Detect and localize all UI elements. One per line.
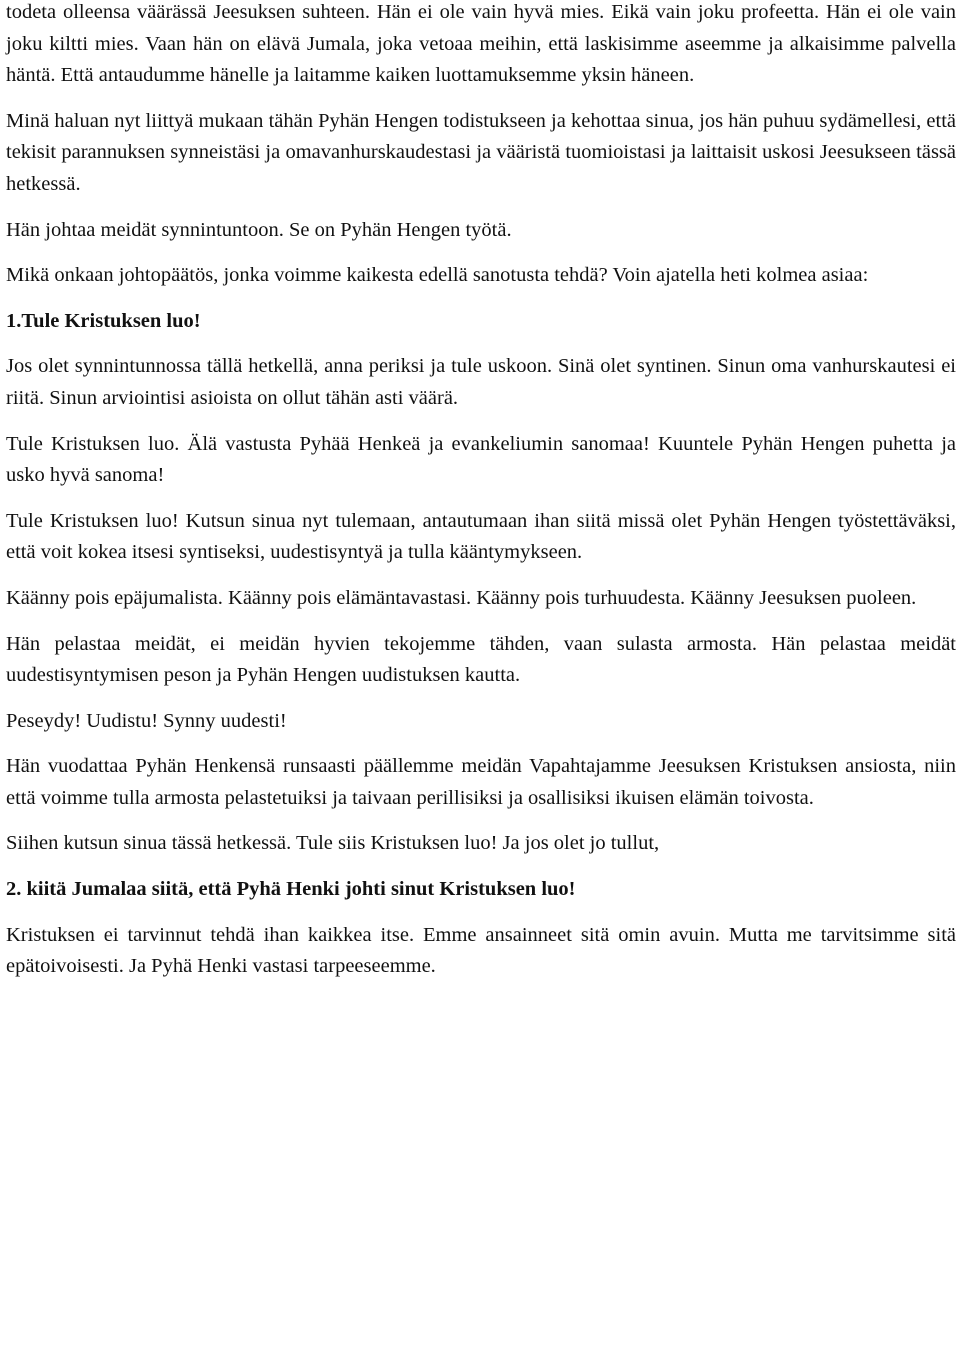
section-heading-1: 1.Tule Kristuksen luo!: [6, 309, 201, 332]
paragraph-invitation-now: Siihen kutsun sinua tässä hetkessä. Tule siis Kristuksen luo! Ja jos olet jo tullut,: [6, 832, 660, 855]
paragraph-holy-spirit-poured: Hän vuodattaa Pyhän Henkensä runsaasti päällemme meidän Vapahtajamme Jeesuksen Kristuksen ansiosta, niin että voimme tulla armosta pelastetuiksi ja taivaan perillisiksi ja osallisiksi ikuisen elämän toivosta.: [6, 755, 956, 809]
paragraph-intro-continuation: todeta olleensa väärässä Jeesuksen suhteen. Hän ei ole vain hyvä mies. Eikä vain joku profeetta. Hän ei ole vain joku kiltti mies. Vaan hän on elävä Jumala, joka vetoaa meihin, että laskisimme aseemme ja alkaisimme palvella häntä. Että antaudumme hänelle ja laitamme kaiken luottamuksemme yksin häneen.: [6, 1, 956, 87]
paragraph-conviction: Hän johtaa meidät synnintuntoon. Se on Pyhän Hengen työtä.: [6, 218, 512, 241]
paragraph-come-to-christ: Tule Kristuksen luo. Älä vastusta Pyhää Henkeä ja evankeliumin sanomaa! Kuuntele Pyhän Hengen puhetta ja usko hyvä sanoma!: [6, 432, 956, 487]
paragraph-closing: Kristuksen ei tarvinnut tehdä ihan kaikkea itse. Emme ansainneet sitä omin avuin. Mutta me tarvitsimme sitä epätoivoisesti. Ja Pyhä Henki vastasi tarpeeseemme.: [6, 923, 956, 978]
document-page: [6, 0, 956, 997]
paragraph-turn-away: Käänny pois epäjumalista. Käänny pois elämäntavastasi. Käänny pois turhuudesta. Käänny Jeesuksen puoleen.: [6, 586, 917, 609]
paragraph-be-washed: Peseydy! Uudistu! Synny uudesti!: [6, 709, 287, 732]
paragraph-salvation-by-grace: Hän pelastaa meidät, ei meidän hyvien tekojemme tähden, vaan sulasta armosta. Hän pelastaa meidät uudestisyntymisen peson ja Pyhän Hengen uudistuksen kautta.: [6, 632, 956, 687]
paragraph-sinner: Jos olet synnintunnossa tällä hetkellä, anna periksi ja tule uskoon. Sinä olet syntinen. Sinun oma vanhurskautesi ei riitä. Sinun arviointisi asioista on ollut tähän asti väärä.: [6, 355, 956, 409]
paragraph-conclusion-question: Mikä onkaan johtopäätös, jonka voimme kaikesta edellä sanotusta tehdä? Voin ajatella heti kolmea asiaa:: [6, 264, 869, 287]
section-heading-2: 2. kiitä Jumalaa siitä, että Pyhä Henki johti sinut Kristuksen luo!: [6, 878, 576, 901]
paragraph-call-to-surrender: Tule Kristuksen luo! Kutsun sinua nyt tulemaan, antautumaan ihan siitä missä olet Pyhän Hengen työstettäväksi, että voit kokea itsesi syntiseksi, uudestisyntyä ja tulla kääntymykseen.: [6, 509, 956, 564]
paragraph-invitation: Minä haluan nyt liittyä mukaan tähän Pyhän Hengen todistukseen ja kehottaa sinua, jos hän puhuu sydämellesi, että tekisit parannuksen synneistäsi ja omavanhurskaudestasi ja vääristä tuomioistasi ja laittaisit uskosi Jeesukseen tässä hetkessä.: [6, 109, 956, 195]
